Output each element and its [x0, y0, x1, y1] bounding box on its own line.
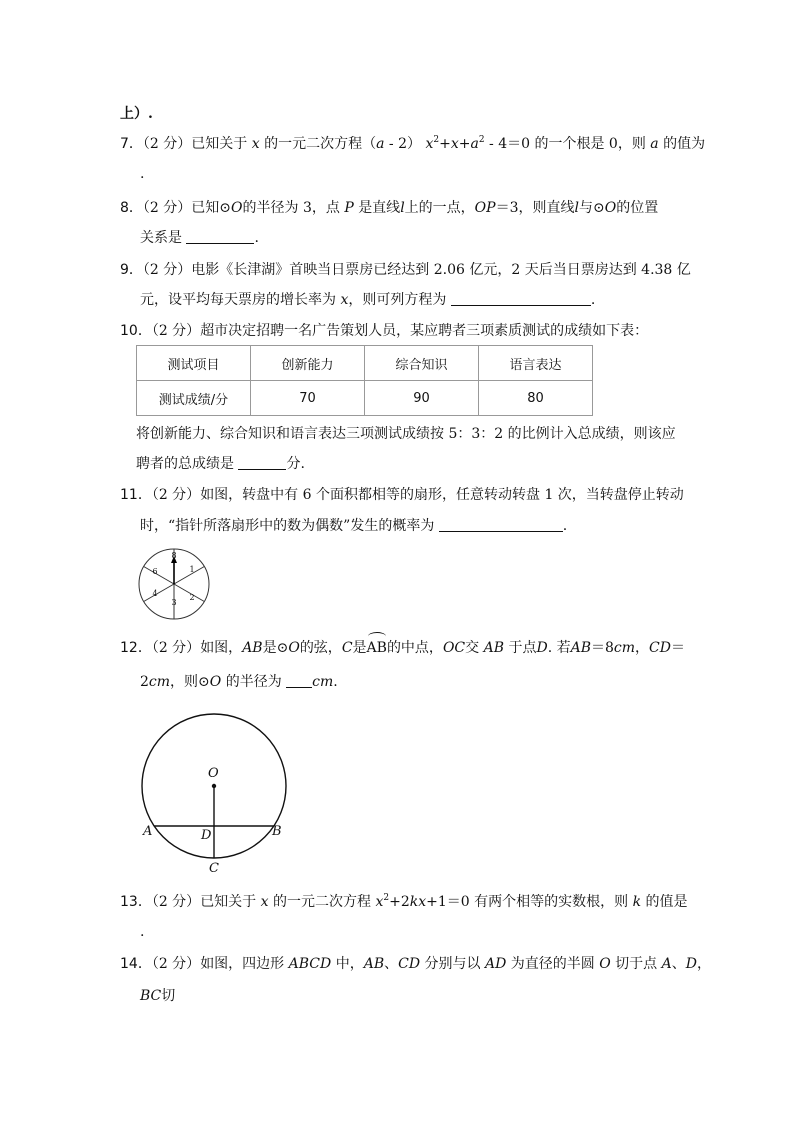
- question-14-line2: BC切: [140, 988, 176, 1004]
- table-header-cell: 综合知识: [365, 346, 479, 381]
- sector-label: 1: [189, 565, 195, 574]
- question-7-end: .: [140, 166, 145, 182]
- question-10: 10．（2 分）超市决定招聘一名广告策划人员，某应聘者三项素质测试的成绩如下表：: [120, 323, 649, 339]
- question-9-line2: 元，设平均每天票房的增长率为 x，则可列方程为 .: [140, 292, 596, 308]
- answer-blank[interactable]: [439, 517, 563, 532]
- continued-text: 上）.: [120, 106, 153, 122]
- question-12-line2: 2cm，则⊙O 的半径为 cm.: [140, 674, 338, 690]
- question-10-line3: 聘者的总成绩是 分.: [136, 456, 305, 472]
- answer-blank[interactable]: [286, 673, 312, 688]
- sector-label: 6: [152, 567, 158, 576]
- label-b: B: [272, 824, 282, 839]
- question-14: 14．（2 分）如图，四边形 ABCD 中，AB、CD 分别与以 AD 为直径的半圆 O 切于点 A、D，: [120, 956, 711, 972]
- table-header-cell: 测试项目: [137, 346, 251, 381]
- label-c: C: [209, 861, 219, 876]
- label-d: D: [201, 828, 212, 843]
- table-cell: 80: [479, 381, 593, 416]
- question-12: 12．（2 分）如图，AB是⊙O的弦，C是AB的中点，OC交 AB 于点D. 若AB＝8cm，CD＝: [120, 640, 685, 656]
- arc-ab: AB: [366, 640, 387, 656]
- center-point: [212, 784, 216, 788]
- question-7: 7．（2 分）已知关于 x 的一元二次方程（a - 2） $x^2+x+a^2 - 4=0$ 的一个根是 0，则 a 的值为: [120, 135, 706, 152]
- question-8: 8．（2 分）已知⊙O的半径为 3，点 P 是直线l上的一点，OP＝3，则直线l与⊙O的位置: [120, 200, 659, 216]
- question-11: 11．（2 分）如图，转盘中有 6 个面积都相等的扇形，任意转动转盘 1 次，当转盘停止转动: [120, 487, 684, 503]
- answer-blank[interactable]: [238, 455, 286, 470]
- spinner-figure: [136, 546, 212, 622]
- answer-blank[interactable]: [451, 291, 591, 306]
- table-cell: 90: [365, 381, 479, 416]
- table-header-row: [137, 346, 593, 381]
- table-row: [137, 381, 593, 416]
- sector-label: 2: [189, 593, 195, 602]
- question-13: 13．（2 分）已知关于 x 的一元二次方程 $x^2+2kx+1=0$ 有两个相等的实数根，则 k 的值是: [120, 893, 688, 910]
- sector-label: 8: [171, 551, 177, 560]
- table-header-cell: 语言表达: [479, 346, 593, 381]
- question-11-line2: 时，“指针所落扇形中的数为偶数”发生的概率为 .: [140, 518, 568, 534]
- question-9: 9．（2 分）电影《长津湖》首映当日票房已经达到 2.06 亿元，2 天后当日票房达到 4.38 亿: [120, 262, 691, 278]
- question-13-end: .: [140, 924, 145, 940]
- answer-blank[interactable]: [186, 229, 254, 244]
- sector-label: 4: [152, 589, 158, 598]
- label-o: O: [208, 766, 219, 781]
- label-a: A: [143, 824, 153, 839]
- sector-label: 3: [171, 598, 177, 607]
- table-header-cell: 创新能力: [251, 346, 365, 381]
- circle-chord-figure: [136, 706, 300, 878]
- question-10-line2: 将创新能力、综合知识和语言表达三项测试成绩按 5：3：2 的比例计入总成绩，则该应: [136, 426, 676, 442]
- table-cell: 测试成绩/分: [137, 381, 251, 416]
- score-table: [136, 345, 593, 416]
- table-cell: 70: [251, 381, 365, 416]
- question-8-line2: 关系是 .: [140, 230, 259, 246]
